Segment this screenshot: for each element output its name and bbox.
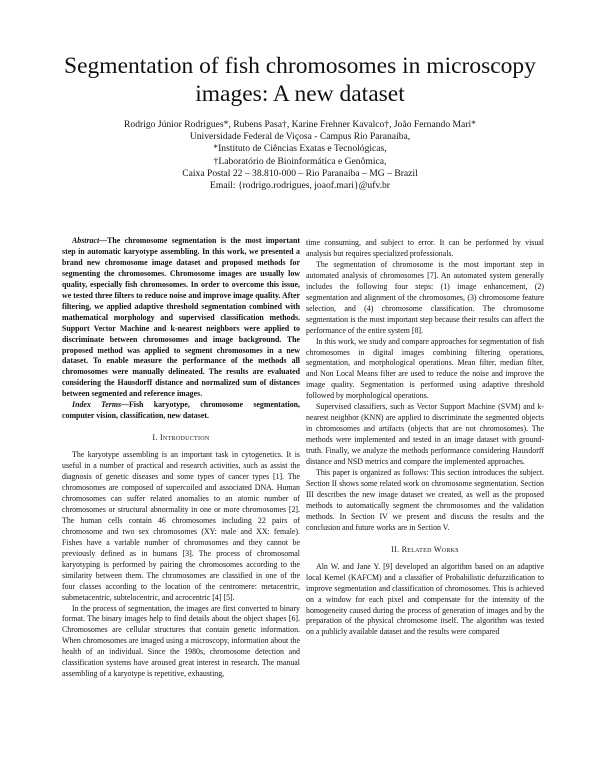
related-works-paragraph: Aln W. and Jane Y. [9] developed an algorithm based on an adaptive local Kernel (KAFCM) and a classifier of Probabilistic defuzzification to improve segmentation and classification of chromosomes. This is achieved on a window for each pixel and compensate for the intensity of the homogeneity caused during the process of generation of images and by the preparation of the physical chromosome itself. The algorithm was tested on a publicly available dataset and the results were compared bbox=[306, 561, 544, 637]
abstract-label: Abstract— bbox=[72, 236, 108, 245]
abstract-paragraph bbox=[62, 236, 300, 400]
index-terms-label: Index Terms— bbox=[72, 400, 129, 410]
authors-line: Rodrigo Júnior Rodrigues*, Rubens Pasa†, Karine Frehner Kavalco†, João Fernando Mari* bbox=[124, 119, 476, 130]
abstract-text: The chromosome segmentation is the most important step in automatic karyotype assembling. In this work, we presented a brand new chromosome image dataset and proposed methods for segmenting the chromosomes. Chromosome images are usually low quality, especially fish chromosomes. In order to overcome this issue, we tested three filters to reduce noise and improve image quality. After filtering, we applied adaptive threshold segmentation combined with mathematical morphology and supervised classification methods. Support Vector Machine and k-nearest neighbors were applied to discriminate between chromosomes and image background. The proposed method was applied to segment chromosomes in a new dataset. To enable measure the performance of the methods all chromosomes were manually delineated. The results are evaluated considering the Hausdorff distance and normalized sum of distances between segmented and reference images. bbox=[62, 236, 300, 399]
intro-paragraph-5: In this work, we study and compare approaches for segmentation of fish chromosomes in digital images combining filtering operations, segmentation, and morphological operations. Mean filter, median filter, and Non Local Means filter are used to reduce the noise and improve the image quality. Segmentation is performed using adaptive threshold followed by morphological operations. bbox=[306, 336, 544, 401]
index-terms-paragraph bbox=[62, 400, 300, 422]
intro-paragraph-4: The segmentation of chromosome is the most important step in automated analysis of chromosomes [7]. An automated system generally includes the following four steps: (1) image enhancement, (2) segmentation and alignment of the chromosomes, (3) chromosome feature selection, and (4) chromosome classification. The chromosome segmentation is the most important step because their results can affect the performance of the entire system [8]. bbox=[306, 259, 544, 335]
affiliation-institute: *Instituto de Ciências Exatas e Tecnológicas, bbox=[213, 143, 387, 155]
author-email: Email: {rodrigo.rodrigues, joaof.mari}@ufv.br bbox=[210, 180, 390, 192]
intro-paragraph-7: This paper is organized as follows: This section introduces the subject. Section II shows some related work on chromosome segmentation. Section III describes the new image dataset we created, as well as the proposed methods to automatically segment the chromosomes and the validation methods. In Section IV we present and discuss the results and the conclusion and future works are in Section V. bbox=[306, 468, 544, 532]
affiliation-lab: †Laboratório de Bioinformática e Genômica, bbox=[213, 155, 387, 167]
right-column bbox=[306, 238, 544, 638]
author-block bbox=[40, 119, 560, 192]
section-heading-introduction: I. Introduction bbox=[152, 433, 210, 443]
intro-paragraph-6: Supervised classifiers, such as Vector Support Machine (SVM) and k-nearest neighbor (KNN) are applied to discriminate the segmented objects in chromosomes and artifacts (objects that are not chromosomes). The methods were implemented and tested in an image dataset with ground-truth. Finally, we analyze the methods performance considering Hausdorff distance and NSD metrics and compare the implemented approaches. bbox=[306, 402, 544, 467]
affiliation-university: Universidade Federal de Viçosa - Campus Rio Paranaíba, bbox=[189, 131, 411, 143]
intro-paragraph-2: In the process of segmentation, the images are first converted to binary format. The binary images help to find details about the object shapes [6]. Chromosomes are cellular structures that contain genetic information. When chromosomes are imaged using a microscopy, information about the health of an individual. Since the 1980s, chromosome detection and classification systems have aroused great interest in research. The manual assembling of a karyotype is repetitive, exhausting, bbox=[62, 603, 300, 679]
intro-paragraph-3: time consuming, and subject to error. It can be performed by visual analysis but requires specialized professionals. bbox=[306, 238, 544, 258]
paper-title: Segmentation of fish chromosomes in microscopy images: A new dataset bbox=[64, 53, 536, 107]
index-terms-text: Fish karyotype, chromosome segmentation, computer vision, classification, new dataset. bbox=[62, 400, 300, 421]
intro-paragraph-1: The karyotype assembling is an important task in cytogenetics. It is useful in a number of practical and research activities, such as assist the diagnosis of genetic diseases and some types of cancer types [1]. The chromosomes are composed of supercoiled and associated DNA. Human chromosomes can suffer related anomalies to an atomic number of chromosomes or structural abnormality in one or more chromosomes [2]. The human cells contain 46 chromosomes including 22 pairs of chromosome and two sex chromosomes (XY: male and XX: female). Fishes have a variable number of chromosomes and they cannot be previously defined as in humans [3]. The process of chromosomal karyotyping is performed by pairing the chromosomes according to the similarity between them. The chromosomes are classified in one of the four classes according to the location of the centromere: metacentric, submetacentric, subtelocentric, and acrocentric [4] [5]. bbox=[62, 450, 300, 602]
postal-address: Caixa Postal 22 – 38.810-000 – Rio Paranaíba – MG – Brazil bbox=[182, 167, 418, 179]
left-column bbox=[62, 236, 300, 680]
section-heading-related-works: II. Related Works bbox=[391, 544, 459, 554]
